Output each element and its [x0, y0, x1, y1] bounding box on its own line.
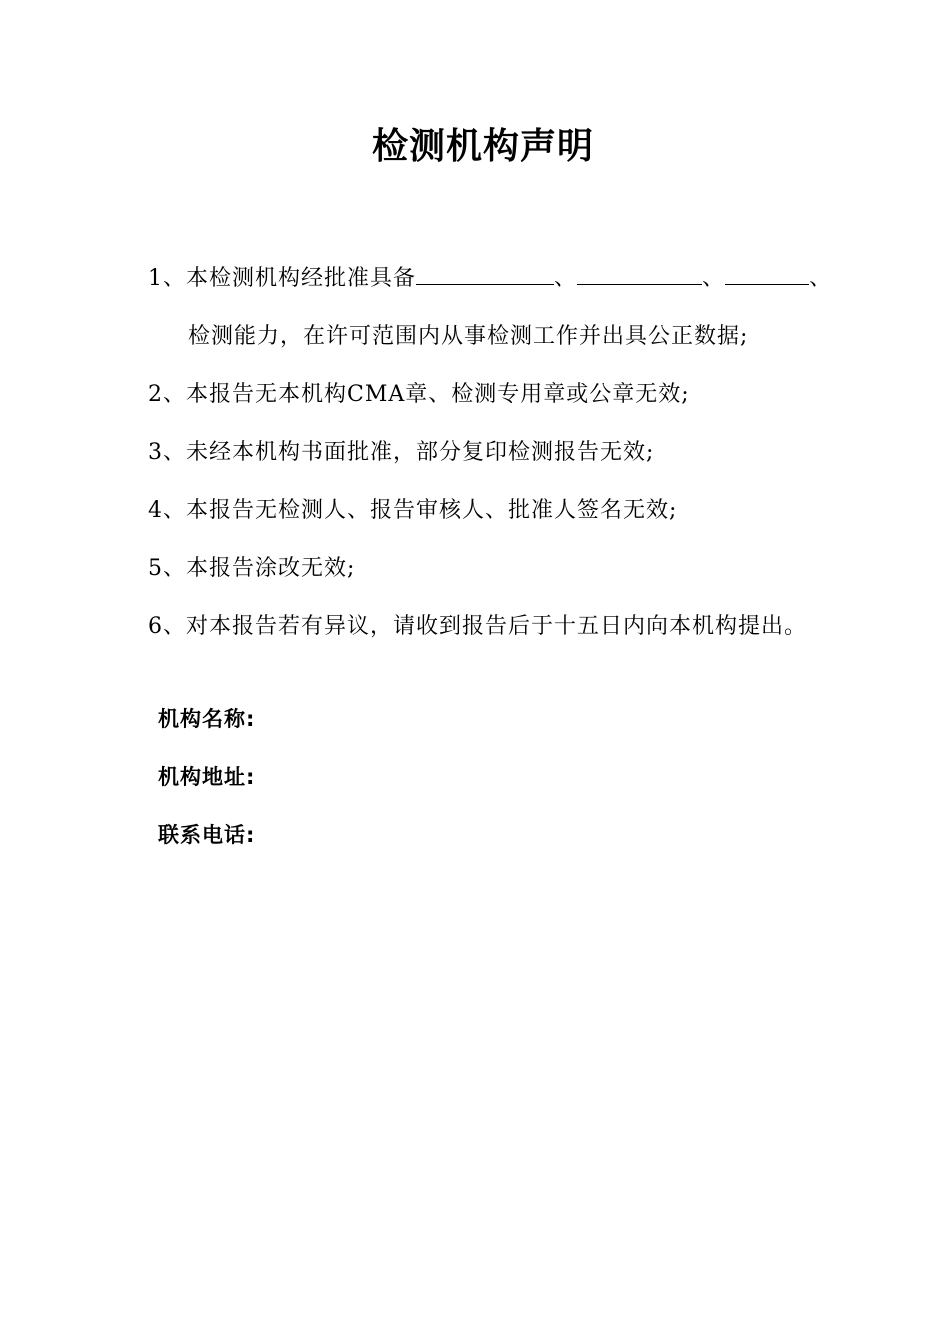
org-address-label: 机构地址: — [158, 765, 256, 789]
statement-separator: 、 — [702, 266, 726, 291]
statement-number: 1 — [148, 266, 163, 291]
statement-text: 未经本机构书面批准，部分复印检测报告无效; — [186, 440, 655, 465]
statement-separator: 、 — [554, 266, 578, 291]
statement-1 — [148, 264, 832, 294]
blank-line-1 — [416, 264, 554, 285]
statement-4 — [148, 496, 677, 526]
statement-2 — [148, 380, 690, 410]
statement-text: 本报告涂改无效; — [186, 556, 356, 581]
blank-line-3 — [725, 264, 809, 285]
statement-1-continuation: 检测能力，在许可范围内从事检测工作并出具公正数据; — [188, 324, 749, 349]
statement-text: 本报告无本机构CMA章、检测专用章或公章无效; — [186, 382, 690, 407]
statement-separator: 、 — [163, 498, 187, 523]
statement-separator: 、 — [163, 556, 187, 581]
statement-separator: 、 — [809, 266, 833, 291]
statement-5 — [148, 554, 355, 584]
statement-3 — [148, 438, 654, 468]
statement-separator: 、 — [163, 382, 187, 407]
org-name-label: 机构名称: — [158, 707, 256, 731]
statement-text: 本报告无检测人、报告审核人、批准人签名无效; — [186, 498, 678, 523]
blank-line-2 — [577, 264, 702, 285]
statement-6 — [148, 612, 807, 642]
statement-text: 对本报告若有异议，请收到报告后于十五日内向本机构提出。 — [186, 614, 808, 639]
statement-number: 4 — [148, 498, 163, 523]
statement-number: 3 — [148, 440, 163, 465]
statement-number: 6 — [148, 614, 163, 639]
statement-text: 本检测机构经批准具备 — [186, 266, 417, 291]
statement-number: 2 — [148, 382, 163, 407]
statement-number: 5 — [148, 556, 163, 581]
statement-separator: 、 — [163, 266, 187, 291]
contact-phone-label: 联系电话: — [158, 823, 256, 847]
statement-separator: 、 — [163, 440, 187, 465]
statement-separator: 、 — [163, 614, 187, 639]
page-title: 检测机构声明 — [371, 126, 594, 167]
